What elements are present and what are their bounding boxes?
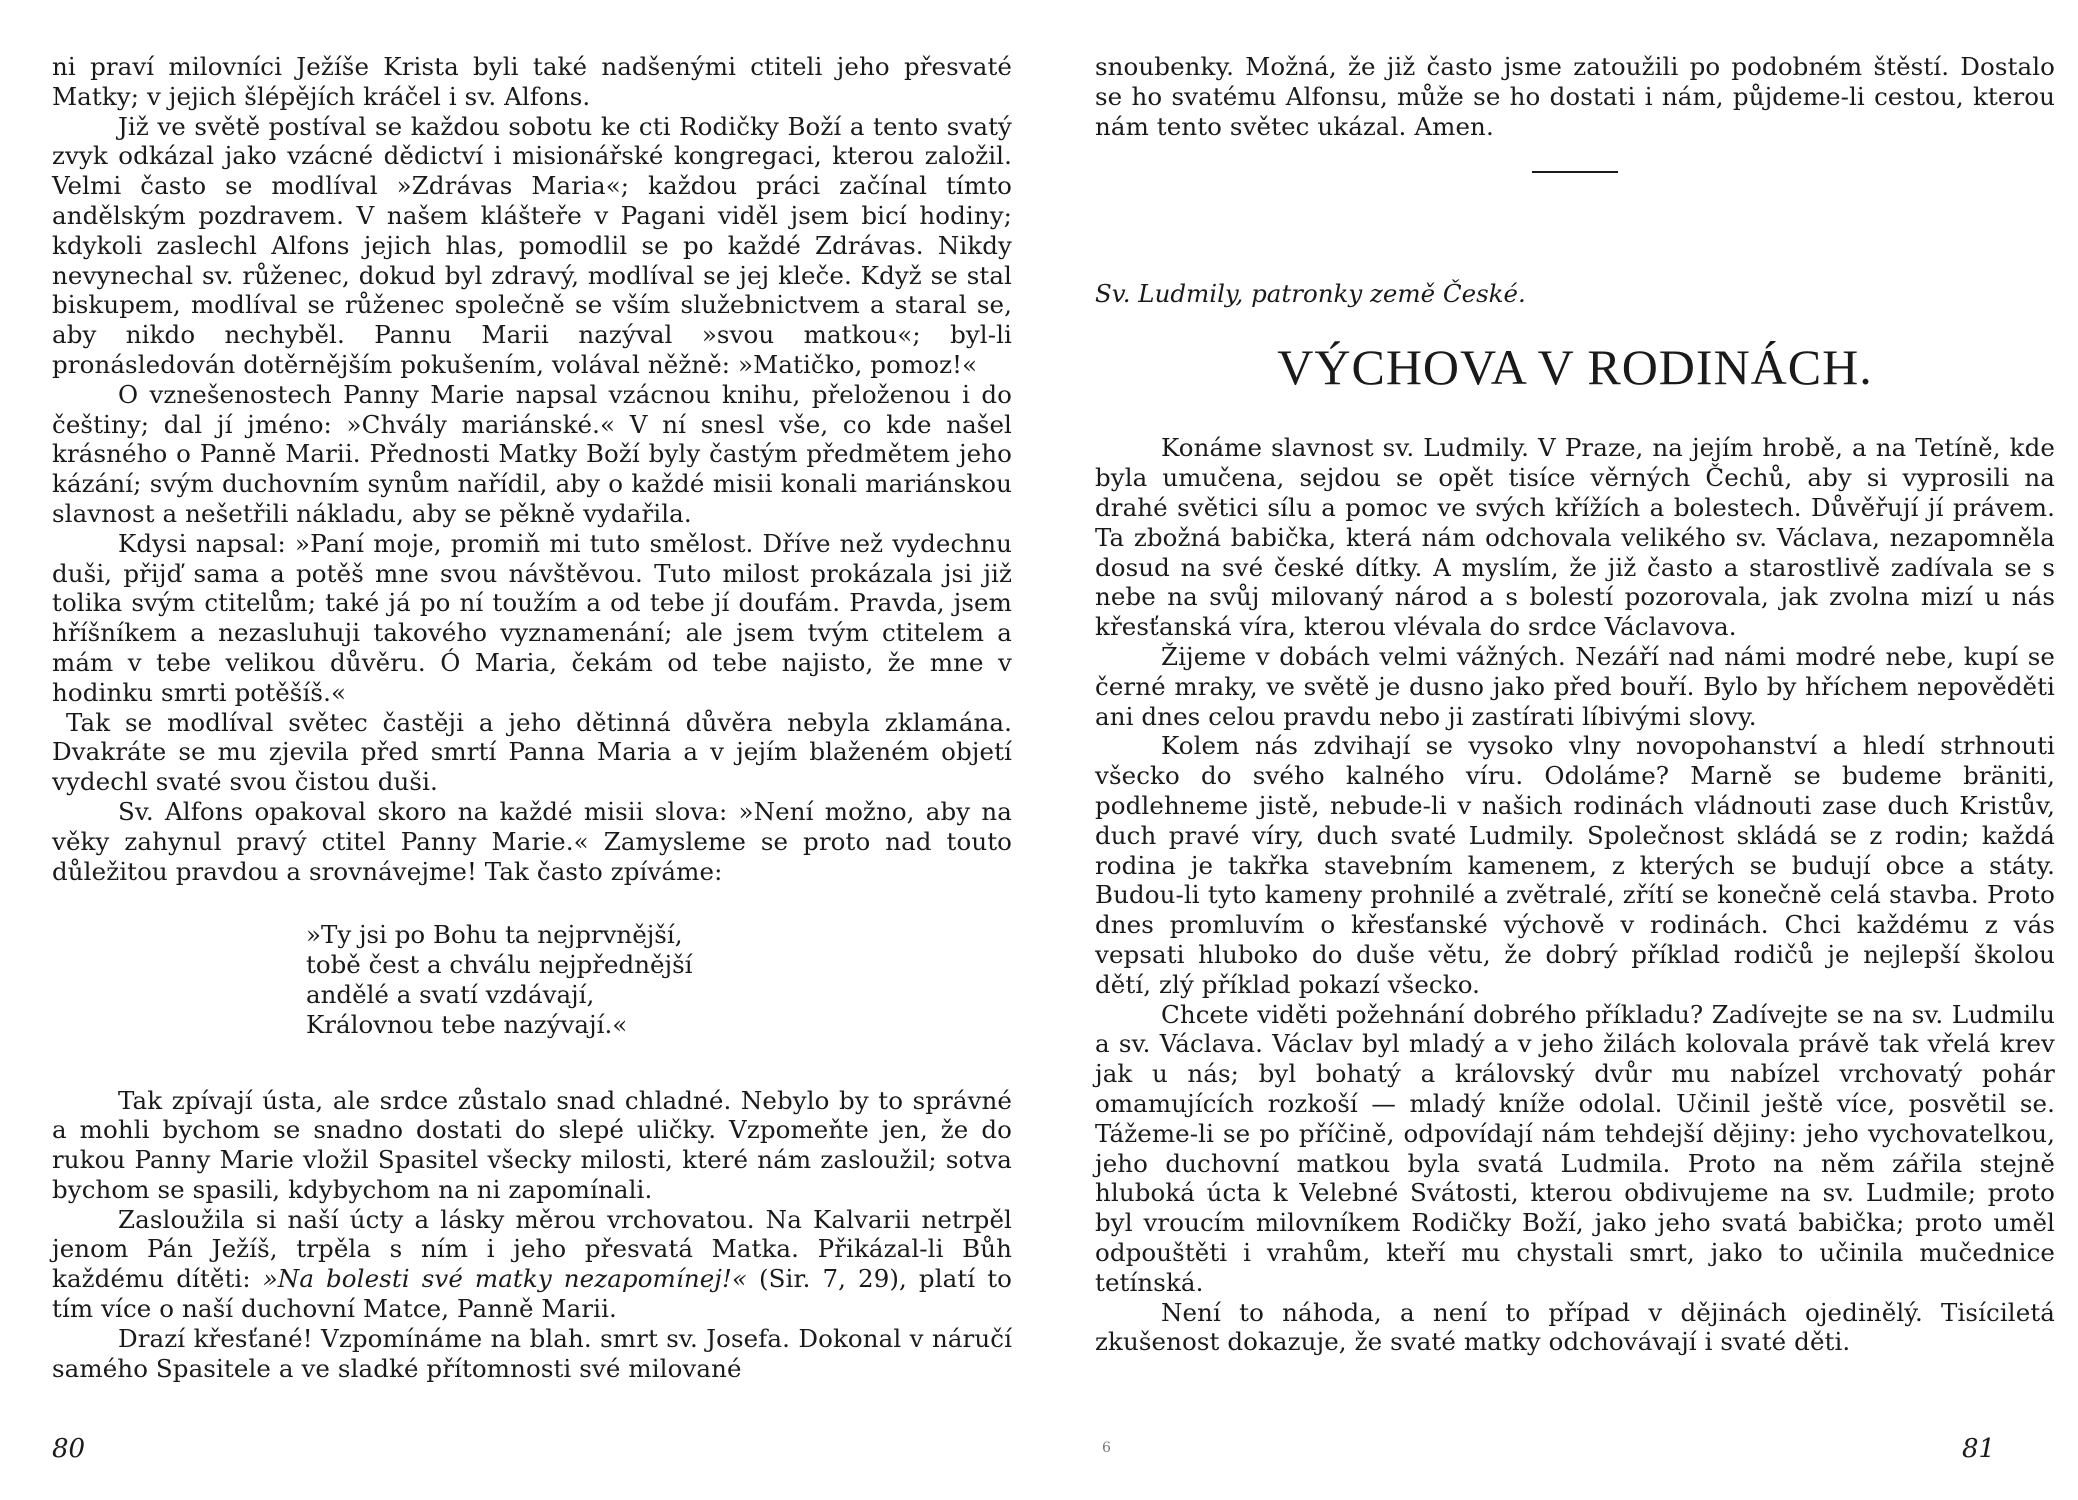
- paragraph-drazi-krestane: Drazí křesťané! Vzpomínáme na blah. smrt sv. Josefa. Dokonal v náručí samého Spasitele a ve sladké přítomnosti své milované: [52, 1323, 1012, 1383]
- paragraph-tak-zpivaji: Tak zpívají ústa, ale srdce zůstalo snad chladné. Nebylo by to správné a mohli bychom se snadno dostati do slepé uličky. Vzpomeňte jen, že do rukou Panny Marie vložil Spasitel všecky milosti, které nám zasloužil; sotva bychom se spasili, kdybychom na ni zapomínali.: [52, 1085, 1012, 1204]
- paragraph-zijeme: Žijeme v dobách velmi vážných. Nezáří nad námi modré nebe, kupí se černé mraky, ve světě je dusno jako před bouří. Bylo by hříchem nepověděti ani dnes celou pravdu nebo ji zastírati líbivými slovy.: [1095, 641, 2055, 731]
- poem-line: tobě čest a chválu nejpřednější: [306, 950, 693, 980]
- right-page: [1095, 52, 2055, 1472]
- left-page: [52, 52, 1012, 1472]
- paragraph-kalvarie: [52, 1205, 1012, 1324]
- paragraph-milovnici: ni praví milovníci Ježíše Krista byli také nadšenými ctiteli jeho přesvaté Matky; v jejich šlépějích kráčel i sv. Alfons.: [52, 52, 1012, 111]
- paragraph-kdysi-napsal: Kdysi napsal: »Paní moje, promiň mi tuto smělost. Dříve než vydechnu duši, přijď sama a potěš mne svou návštěvou. Tuto milost prokázala jsi již tolika svým ctitelům; také já po ní toužím a od tebe jí doufám. Pravda, jsem hříšníkem a nezasluhuji takového vyznamenání; ale jsem tvým ctitelem a mám v tebe velikou důvěru. Ó Maria, čekám od tebe najisto, že mne v hodinku smrti potěšíš.«: [52, 528, 1012, 707]
- paragraph-sobota: Již ve světě postíval se každou sobotu ke cti Rodičky Boží a tento svatý zvyk odkázal jako vzácné dědictví i misionářské kongregaci, kterou založil. Velmi často se modlíval »Zdrávas Maria«; každou práci začínal tímto andělským pozdravem. V našem klášteře v Pagani viděl jsem bicí hodiny; kdykoli zaslechl Alfons jejich hlas, pomodlil se po každé Zdrávas. Nikdy nevynechal sv. růženec, dokud byl zdravý, modlíval se jej kleče. Když se stal biskupem, modlíval se růženec společně se vším služebnictvem a staral se, aby nikdo nechyběl. Pannu Marii nazýval »svou matkou«; byl-li pronásledován dotěrnějším pokušením, volával něžně: »Matičko, pomoz!«: [52, 111, 1012, 379]
- poem-line: andělé a svatí vzdávají,: [306, 979, 595, 1009]
- kalvarie-text-before: Zasloužila si naší úcty a lásky měrou vrchovatou. Na Kalvarii netrpěl jenom Pán Ježíš, trpěla s ním i jeho přesvatá Matka. Přikázal-li Bůh každému dítěti:: [52, 1204, 1012, 1294]
- stray-mark: 6: [1102, 1440, 1111, 1456]
- paragraph-tak-se-modlival: Tak se modlíval světec častěji a jeho dětinná důvěra nebyla zklamána. Dvakráte se mu zjevila před smrtí Panna Maria a v jejím blaženém objetí vydechl svaté svou čistou duši.: [52, 707, 1012, 797]
- page-number-right: 81: [1962, 1434, 1996, 1464]
- paragraph-neni-to-nahoda: Není to náhoda, a není to případ v dějinách ojedinělý. Tisíciletá zkušenost dokazuje, že svaté matky odchovávají i svaté děti.: [1095, 1297, 2055, 1357]
- paragraph-chcete-videti: Chcete viděti požehnání dobrého příkladu? Zadívejte se na sv. Ludmilu a sv. Václava. Václav byl mladý a v jeho žilách kolovala právě tak vřelá krev jak u nás; byl bohatý a královský dvůr mu nabízel vrchovatý pohár omamujících rozkoší — mladý kníže odolal. Učinil ještě více, posvětil se. Tážeme-li se po příčině, odpovídají nám tehdejší dějiny: jeho vychovatelkou, jeho duchovní matkou byla svatá Ludmila. Proto na něm zářila stejně hluboká úcta k Velebné Svátosti, kterou obdivujeme na sv. Ludmile; proto byl vroucím milovníkem Rodičky Boží, jako jeho svatá babička; proto uměl odpouštěti i vrahům, kteří mu chystali smrt, jako to učinila mučednice tetínská.: [1095, 999, 2055, 1297]
- paragraph-snoubenky: snoubenky. Možná, že již často jsme zatoužili po podobném štěstí. Dostalo se ho svatému Alfonsu, může se ho dostati i nám, půjdeme-li cestou, kterou nám tento světec ukázal. Amen.: [1095, 52, 2055, 141]
- poem-line: Královnou tebe nazývají.«: [306, 1009, 628, 1039]
- sermon-dedication: Sv. Ludmily, patronky země České.: [1095, 279, 1526, 309]
- sermon-title: VÝCHOVA V RODINÁCH.: [1277, 339, 1873, 396]
- paragraph-konane-slavnost: Konáme slavnost sv. Ludmily. V Praze, na jejím hrobě, a na Tetíně, kde byla umučena, sejdou se opět tisíce věrných Čechů, aby si vyprosili na drahé světici sílu a pomoc ve svých křížích a bolestech. Důvěřují jí právem. Ta zbožná babička, která nám odchovala velikého sv. Václava, nezapomněla dosud na své české dítky. A myslím, že již často a starostlivě zadívala se s nebe na svůj milovaný národ a s bolestí pozorovala, jak zvolna mizí u nás křesťanská víra, kterou vlévala do srdce Václavova.: [1095, 433, 2055, 642]
- poem-line: »Ty jsi po Bohu ta nejprvnější,: [306, 920, 683, 950]
- paragraph-kolem-nas: Kolem nás zdvihají se vysoko vlny novopohanství a hledí strhnouti všecko do svého kalného víru. Odoláme? Marně se budeme bräniti, podlehneme jistě, nebude-li v našich rodinách vládnouti zase duch Kristův, duch pravé víry, duch svaté Ludmily. Společnost skládá se z rodin; každá rodina je takřka stavebním kamenem, z kterých se budují obce a státy. Budou-li tyto kameny prohnilé a zvětralé, zřítí se konečně celá stavba. Proto dnes promluvím o křesťanské výchově v rodinách. Chci každému z vás vepsati hluboko do duše větu, že dobrý příklad rodičů je nejlepší školou dětí, zlý příklad pokazí všecko.: [1095, 731, 2055, 999]
- section-divider: [1532, 171, 1618, 173]
- poem-block: [306, 920, 1012, 1039]
- paragraph-vznesenosti: O vznešenostech Panny Marie napsal vzácnou knihu, přeloženou i do češtiny; dal jí jméno: »Chvály mariánské.« V ní snesl vše, co kde našel krásného o Panně Marii. Přednosti Matky Boží byly častým předmětem jeho kázání; svým duchovním synům nařídil, aby o každé misii konali mariánskou slavnost a nešetřili nákladu, aby se pěkně vydařila.: [52, 379, 1012, 528]
- kalvarie-quote: »Na bolesti své matky nezapomínej!«: [262, 1264, 748, 1294]
- paragraph-alfons-opakoval: Sv. Alfons opakoval skoro na každé misii slova: »Není možno, aby na věky zahynul pravý ctitel Panny Marie.« Zamysleme se proto nad touto důležitou pravdou a srovnávejme! Tak často zpíváme:: [52, 796, 1012, 886]
- page-number-left: 80: [52, 1434, 86, 1464]
- kalvarie-text-after: (Sir. 7, 29), platí to tím více o naší duchovní Matce, Panně Marii.: [52, 1264, 1012, 1324]
